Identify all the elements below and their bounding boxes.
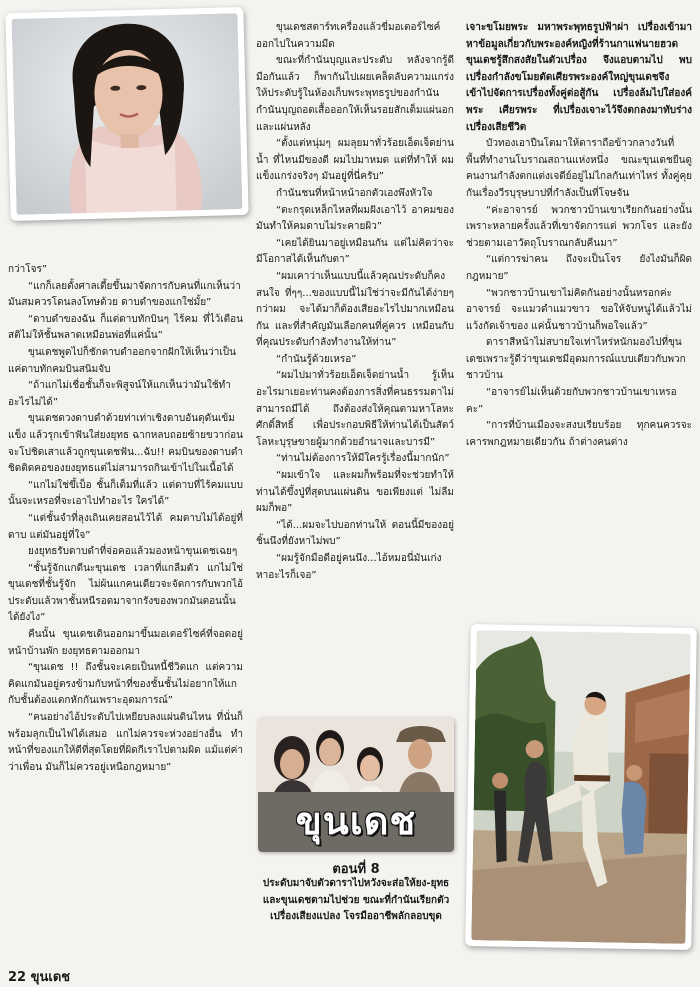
paragraph: กำนันชนที่หน้าหน้าอกตัวเองพึงหัวใจ	[276, 187, 433, 199]
paragraph: “ผมไปมาทั่วร้อยเอ็ดเจ็ดย่านน้ำ รู้เห็นอะไรมาเยอะท่านคงต้องการสิ่งที่คนธรรมดาไม่สามารถมีได้ ถึงต้องส่งให้คุณตามหาโลหะศักดิ์สิทธิ์ เพื่อประกอบพิธีให้ท่านได้เป็นสัตว์โลหะบุรุษขายผู้มากด้วยอำนาจและบารมี”	[256, 370, 454, 448]
paragraph: “อาจารย์ไม่เห็นด้วยกับพวกชาวบ้านเขาเหรอคะ”	[466, 387, 677, 415]
paragraph: “ท่านไม่ต้องการให้มีใครรู้เรื่องนี้มากนัก”	[276, 453, 450, 465]
paragraph: “ชั้นรู้จักแกดีนะขุนเดช เวลาที่แกลืมตัว แกไม่ใช่ขุนเดชที่ชั้นรู้จัก ไม่ผ้นแกคนเดียวจะจัดการกับพวกไอ้ประดับแล้วพาชั้นหนีรอดมาจากรังของพวกมันตอนนั้นได้ยังไง”	[8, 562, 243, 624]
episode-heading: ตอนที่ 8	[332, 862, 380, 877]
portrait-photo	[5, 7, 248, 221]
paragraph: “แต่ชั้นจำที่ลุงเถินเคยสอนไว้ได้ คมดาบไม่ได้อยู่ที่ดาบ แต่มันอยู่ที่ใจ”	[8, 512, 243, 541]
paragraph-bold: เจาะขโมยพระ มหาพระพุทธรูปฟ้าผ่า เปรื่องเข้ามาหาข้อมูลเกี่ยวกับพระองค์หญิงที่ร้านกาแฟนายฮวด ขุนเดชรู้สึกสงสัยในตัวเปรื่อง จึงแอบตามไป พบเปรื่องกำลังขโมยตัดเศียรพระองค์ใหญ่ขุนเดชจึงเข้าไปจัดการเปรื่องทั้งคู่ต่อสู้กัน เปรื่องล้มไปใส่องค์พระ เศียรพระ ที่เปรื่องเจาะไว้จึงตกลงมาทับร่างเปรื่องเสียชีวิต	[466, 22, 692, 133]
paragraph: “ถ้าแกไม่เชื่อชั้นก็จะพิสูจน์ให้แกเห็นว่ามันใช้ทำอะไรไม่ได้”	[8, 380, 231, 408]
paragraph: ขุนเดชดวงดาบดำด้วยท่าเท่าเชิงดาบอันดุดันเข้มแข็ง แล้วรุกเข้าฟันใส่ยงยุทธ ฉากหลบถอยซ้ายขวาก่อนจะโปชิดเสาแล้วถูกขุนเดชฟัน...ฉับ!! คมบินของดาบดำชิดติดคอของยงยุทธแต่ไม่สามารถกินเข้าไปในเนื้อได้	[8, 413, 243, 475]
paragraph: กว่าโจร”	[8, 264, 48, 275]
episode-poster	[258, 718, 454, 852]
action-photo	[465, 624, 697, 950]
paragraph: “ดาบดำของฉัน ก็แต่ดาบทักบินๆ ไร้คม ที่ไว้เตือนสติไม่ให้ชั้นพลาดเหมือนพ่อที่แค่นั้น”	[8, 313, 243, 342]
poster-title: ขุนเดช	[295, 799, 417, 843]
paragraph: “พวกชาวบ้านเขาไม่คิดกันอย่างนั้นหรอกค่ะอาจารย์ จะแมวดำแมวขาว ขอให้จับหนูได้แล้วไม่แว้งกัดเจ้าของ แค่นั้นชาวบ้านก็พอใจแล้ว”	[466, 287, 692, 332]
paragraph: คืนนั้น ขุนเดชเดินออกมาขึ้นมอเตอร์ไซค์ที่จอดอยู่หน้าบ้านพัก ยงยุทธตามออกมา	[8, 629, 243, 657]
paragraph: “ผมรู้จักมือดีอยู่คนนึง...ไอ้หมอนี่มันเก่ง หาอะไรก็เจอ”	[256, 553, 442, 581]
paragraph: “แกก็เลยตั้งศาลเตี้ยขึ้นมาจัดการกับคนที่แกเห็นว่ามันสมควรโดนลงโทษด้วย ดาบดำของแกใช่มั้ย”	[8, 280, 241, 309]
column-2	[256, 20, 454, 712]
paragraph: ขณะที่กำนันบุญและประดับ หลังจากรู้ดีมือกันแล้ว ก็พากันไปเผยเคล็ดลับความแกร่งให้ประดับรู้ในห้องเก็บพระพุทธรูปของกำนัน กำนันบุญถอดเสื้อออกให้เห็นรอยสักเต็มแผ่นอกและแผ่นหลัง	[256, 55, 454, 133]
paragraph: “ได้...ผมจะไปบอกท่านให้ ตอนนี้มีของอยู่ชิ้นนึงที่ยังหาไม่พบ”	[256, 519, 454, 548]
paragraph: “ค่ะอาจารย์ พวกชาวบ้านเขาเรียกกันอย่างนั้น เพราะหลายครั้งแล้วที่เขาจัดการแต่ พวกโจร และยังช่วยตามเอาวัตถุโบราณกลับคืนมา”	[466, 204, 692, 249]
paragraph: ยงยุทธรับดาบดำที่จ่อคอแล้วมองหน้าขุนเดชเฉยๆ	[28, 546, 238, 558]
paragraph: “คนอย่างไอ้ประดับไปเหยียบลงแผ่นดินไหน ที่นั่นก็พร้อมลุกเป็นไฟได้เสมอ แกไม่ควรจะห่วงอย่างอื่น ทำหน้าที่ของแกให้ดีที่สุดโดยที่ผิดกีเราไปตามผิด แม้แต่ค่าว่าเพื่อน มันก็ไม่ควรอยู่เหนือกฎหมาย”	[8, 712, 243, 773]
paragraph: “ตั้งแต่หนุ่มๆ ผมลุยมาทั่วร้อยเอ็ดเจ็ดย่าน น้ำ ที่ไหนมีของดี ผมไปมาหมด แต่ที่ทำให้ ผมแข็งแกร่งจริงๆ มันอยู่ที่นี่ครับ”	[256, 138, 454, 183]
paragraph: “ขุนเดช !! ถึงชั้นจะเคยเป็นหนี้ชีวิตแก แต่ความคิดแกมันอยู่ตรงข้ามกับหน้าที่ของชั้นชั้นไม่อยากให้แกกับชั้นต้องแตกหักกันเพราะอุดมการณ์”	[8, 662, 243, 707]
paragraph: “แต่การฆ่าคน ถึงจะเป็นโจร ยังไงมันก็ผิดกฎหมาย”	[466, 254, 692, 282]
episode-summary: ประดับมาจับตัวดาราไปหวังจะส่อให้ยง-ยุทธและขุนเดชตามไปช่วย ขณะที่กำนันเรียกตัวเปรื่องเสียงแปลง โจรมืออาชีพลักลอบขุด	[262, 878, 450, 922]
paragraph: ขุนเดชพูดไปก็ชักดาบดำออกจากฝักให้เห็นว่าเป็นแค่ดาบทักคมบินสนิมจับ	[8, 346, 236, 375]
column-3	[466, 20, 692, 618]
paragraph: “กำนันรู้ด้วยเหรอ”	[276, 353, 357, 365]
portrait-image	[11, 13, 242, 215]
paragraph: “ตะกรุดเหล็กไหลที่ผมฝังเอาไว้ อาคมของมันทำให้คมดาบไม่ระคายผิว”	[256, 204, 454, 233]
page-folio: 22 ขุนเดช	[8, 970, 71, 985]
paragraph: “เคยได้ยินมาอยู่เหมือนกัน แต่ไม่คิดว่าจะมีโอกาสได้เห็นกับตา”	[256, 237, 454, 266]
paragraph: “การที่บ้านเมืองจะสงบเรียบร้อย ทุกคนควรจะเคารพกฎหมายเดียวกัน ถ้าต่างคนต่าง	[466, 420, 692, 448]
paragraph: “ผมเข้าใจ และผมก็พร้อมที่จะช่วยทำให้ท่านได้ขึ้งปู่ที่สุดบนแผ่นดิน ขอเพียงแต่ ไม่ลืมผมก็พอ”	[256, 470, 454, 515]
action-image	[471, 630, 690, 944]
paragraph: “แกไม่ใช่ขึ้เบ็อ ชั้นก็เต็มที่แล้ว แต่ดาบที่ไร้คมแบบนั้นจะเหรอที่จะเอาไปทำอะไร ใครได้”	[8, 479, 243, 508]
paragraph: ดาราสีหน้าไม่สบายใจเท่าไหร่หนักมองไปที่ขุนเดชเพราะรู้ดีว่าขุนเดชมีอุดมการณ์แบบเดียวกับพวกชาวบ้าน	[466, 337, 686, 382]
paragraph: “ผมเคาว่าเห็นแบบนี้แล้วคุณประดับก็คงสนใจ ที่ๆๆ...ของแบบนี้ไม่ใช่ว่าจะมีกันได้ง่ายๆ กว่าผม จะได้มาก็ต้องเสียอะไรไปมากเหมือนกัน และที่สำคัญมันเลือกคนที่คู่ควร เหมือนกับที่คุณประดับกำลังทำงานให้ท่าน”	[256, 270, 454, 349]
paragraph: ขุนเดชสตาร์ทเครื่องแล้วขี่มอเตอร์ไซค์ออกไปในความมืด	[256, 22, 441, 50]
column-1	[8, 262, 243, 962]
paragraph: บัวทองเอาปืนโตมาให้ดาราถือข้าวกลางวันที่พื้นที่ทำงานโบราณสถานแห่งหนึ่ง ขณะขุนเดชยืนดูคนงานกำลังตกแต่งเจดีย์อยู่ไม่ไกลกันเท่าไหร่ ทั้งคู่คุยกันเรื่องวีรบุรุษบาปที่กำลังเป็นที่โจษจัน	[466, 138, 692, 199]
